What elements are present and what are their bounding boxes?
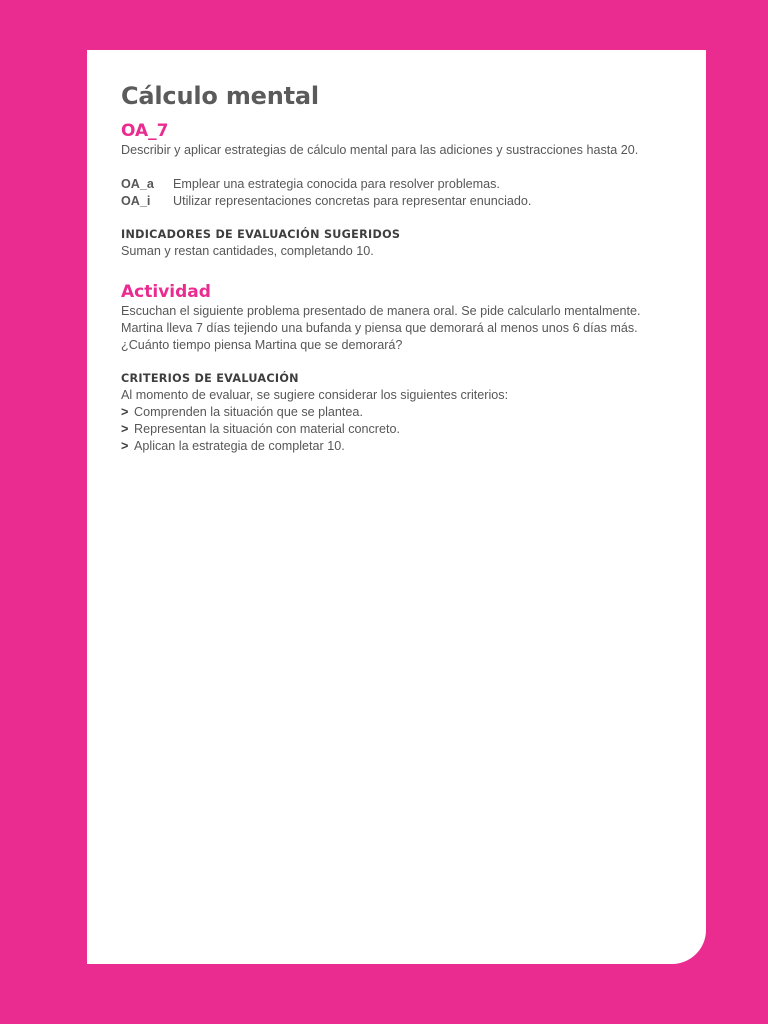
skill-code: OA_i <box>121 194 151 208</box>
activity-line: ¿Cuánto tiempo piensa Martina que se demorará? <box>121 338 403 352</box>
chevron-right-icon: > <box>121 422 129 436</box>
skill-code: OA_a <box>121 177 154 191</box>
skill-row <box>121 193 681 210</box>
criteria-item-text: Comprenden la situación que se plantea. <box>134 405 363 419</box>
objective-code: OA_7 <box>121 121 169 141</box>
chevron-right-icon: > <box>121 439 129 453</box>
criteria-list <box>121 404 681 455</box>
activity-line: Escuchan el siguiente problema presentado de manera oral. Se pide calcularlo mentalmente. <box>121 304 641 318</box>
indicators-heading: INDICADORES DE EVALUACIÓN SUGERIDOS <box>121 228 401 241</box>
activity-heading: Actividad <box>121 282 211 302</box>
criteria-heading: CRITERIOS DE EVALUACIÓN <box>121 372 299 385</box>
list-item <box>121 421 681 438</box>
list-item <box>121 438 681 455</box>
skills-list <box>121 176 681 210</box>
page-content <box>121 80 681 455</box>
objective-description: Describir y aplicar estrategias de cálculo mental para las adiciones y sustracciones hasta 20. <box>121 143 639 157</box>
skill-text: Emplear una estrategia conocida para resolver problemas. <box>173 177 500 191</box>
page-title: Cálculo mental <box>121 82 319 110</box>
indicators-text: Suman y restan cantidades, completando 10. <box>121 244 374 258</box>
criteria-item-text: Representan la situación con material concreto. <box>134 422 401 436</box>
criteria-item-text: Aplican la estrategia de completar 10. <box>134 439 345 453</box>
document-page <box>87 50 706 964</box>
skill-text: Utilizar representaciones concretas para representar enunciado. <box>173 194 532 208</box>
criteria-intro: Al momento de evaluar, se sugiere considerar los siguientes criterios: <box>121 388 509 402</box>
activity-line: Martina lleva 7 días tejiendo una bufanda y piensa que demorará al menos unos 6 días más. <box>121 321 638 335</box>
skill-row <box>121 176 681 193</box>
chevron-right-icon: > <box>121 405 129 419</box>
list-item <box>121 404 681 421</box>
